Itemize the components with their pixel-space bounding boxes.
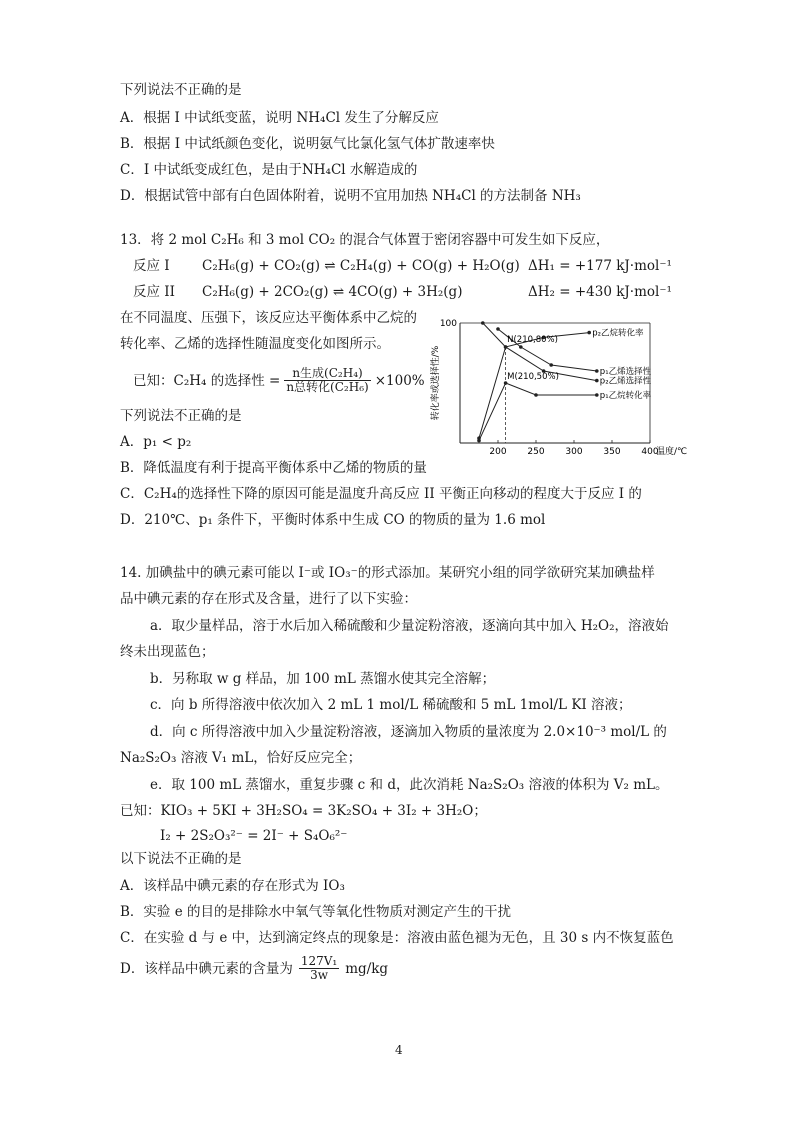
q14-step-d-2: Na₂S₂O₃ 溶液 V₁ mL，恰好反应完全； [120, 750, 362, 766]
q13-reaction-2-label: 反应 II [133, 284, 175, 300]
q12-option-b: B．根据 I 中试纸颜色变化，说明氨气比氯化氢气体扩散速率快 [120, 136, 495, 152]
q13-reaction-2-equation: C₂H₆(g) + 2CO₂(g) ⇌ 4CO(g) + 3H₂(g) [202, 284, 463, 300]
series-2-point-3 [595, 379, 599, 383]
q12-option-d: D．根据试管中部有白色固体附着，说明不宜用加热 NH₄Cl 的方法制备 NH₃ [120, 188, 581, 204]
series-label-3: p₁乙烷转化率 [599, 391, 652, 401]
q14-option-b: B．实验 e 的目的是排除水中氧气等氧化性物质对测定产生的干扰 [120, 904, 511, 920]
x-tick-label-0: 200 [489, 447, 507, 457]
y-axis-label: 转化率或选择性/% [431, 345, 441, 421]
q14-step-c: c．向 b 所得溶液中依次加入 2 mL 1 mol/L 稀硫酸和 5 mL 1mol/L KI 溶液； [150, 697, 632, 713]
series-0-point-3 [587, 331, 591, 335]
q12-option-c: C．I 中试纸变成红色，是由于NH₄Cl 水解造成的 [120, 162, 418, 178]
series-line-3 [479, 383, 597, 441]
x-axis-label: 温度/℃ [656, 447, 688, 457]
q13-reaction-1-enthalpy: ΔH₁ = +177 kJ·mol⁻¹ [528, 258, 672, 274]
q14-option-c: C．在实验 d 与 e 中，达到滴定终点的现象是：溶液由蓝色褪为无色，且 30 s 内不恢复蓝色 [120, 930, 674, 946]
x-tick-label-2: 300 [565, 447, 583, 457]
q14-intro-1: 14. 加碘盐中的碘元素可能以 I⁻或 IO₃⁻的形式添加。某研究小组的同学欲研究某加碘盐样 [120, 565, 655, 581]
q14-step-b: b．另称取 w g 样品，加 100 mL 蒸馏水使其完全溶解； [150, 671, 496, 687]
x-tick-label-3: 350 [603, 447, 621, 457]
q14-option-d-fraction [299, 955, 339, 982]
q14-option-a: A．该样品中碘元素的存在形式为 IO₃ [120, 878, 345, 894]
conversion-selectivity-chart [420, 318, 690, 457]
q14-option-d-denominator: 3w [310, 968, 328, 982]
series-label-2: p₂乙烯选择性 [599, 376, 652, 387]
q14-known-equation-1: 已知：KIO₃ + 5KI + 3H₂SO₄ = 3K₂SO₄ + 3I₂ + 3H₂O； [120, 803, 487, 819]
q14-step-a-2: 终未出现蓝色； [120, 644, 215, 660]
series-1-point-2 [549, 363, 553, 367]
q14-stem: 以下说法不正确的是 [120, 851, 242, 867]
q13-option-b: B．降低温度有利于提高平衡体系中乙烯的物质的量 [120, 460, 427, 476]
q14-step-d-1: d．向 c 所得溶液中加入少量淀粉溶液，逐滴加入物质的量浓度为 2.0×10⁻³ mol/L 的 [150, 724, 667, 740]
series-line-0 [479, 333, 589, 439]
q14-option-d-suffix: mg/kg [345, 960, 389, 977]
annotation-n: N(210,80%) [507, 335, 558, 345]
series-1-point-0 [496, 327, 500, 331]
q13-option-d: D．210℃、p₁ 条件下，平衡时体系中生成 CO 的物质的量为 1.6 mol [120, 512, 546, 528]
formula-fraction [284, 367, 370, 394]
q13-intro: 13．将 2 mol C₂H₆ 和 3 mol CO₂ 的混合气体置于密闭容器中可发生如下反应， [120, 232, 610, 248]
series-label-1: p₁乙烯选择性 [599, 367, 652, 377]
series-3-point-3 [595, 393, 599, 397]
q13-description-2: 转化率、乙烯的选择性随温度变化如图所示。 [120, 336, 390, 352]
q13-reaction-1-equation: C₂H₆(g) + CO₂(g) ⇌ C₂H₄(g) + CO(g) + H₂O(g) [202, 258, 520, 274]
q13-reaction-2-enthalpy: ΔH₂ = +430 kJ·mol⁻¹ [528, 284, 672, 300]
q14-step-e: e．取 100 mL 蒸馏水，重复步骤 c 和 d，此次消耗 Na₂S₂O₃ 溶液的体积为 V₂ mL。 [150, 777, 669, 793]
q14-option-d-numerator: 127V₁ [300, 954, 338, 968]
page-number: 4 [395, 1043, 403, 1057]
q14-option-d [120, 955, 388, 982]
formula-prefix: 已知：C₂H₄ 的选择性 = [133, 372, 281, 389]
q13-stem: 下列说法不正确的是 [120, 408, 242, 424]
q13-description-1: 在不同温度、压强下，该反应达平衡体系中乙烷的 [120, 310, 417, 326]
series-2-point-0 [481, 321, 485, 325]
formula-denominator: n总转化(C₂H₆) [286, 380, 369, 394]
series-3-point-2 [534, 393, 538, 397]
q14-known-equation-2: I₂ + 2S₂O₃²⁻ = 2I⁻ + S₄O₆²⁻ [160, 828, 348, 844]
q13-selectivity-formula [133, 367, 425, 394]
formula-numerator: n生成(C₂H₄) [284, 367, 370, 381]
q13-option-a: A．p₁ < p₂ [120, 434, 192, 450]
q13-option-c: C．C₂H₄的选择性下降的原因可能是温度升高反应 II 平衡正向移动的程度大于反应 I 的 [120, 486, 642, 502]
x-tick-label-4: 400 [641, 447, 659, 457]
q14-step-a-1: a．取少量样品，溶于水后加入稀硫酸和少量淀粉溶液，逐滴向其中加入 H₂O₂，溶液始 [150, 618, 669, 634]
formula-suffix: ×100% [374, 372, 425, 389]
series-1-point-3 [595, 369, 599, 373]
q14-intro-2: 品中碘元素的存在形式及含量，进行了以下实验： [120, 591, 417, 607]
q13-reaction-1-label: 反应 I [133, 258, 170, 274]
series-3-point-0 [477, 439, 481, 443]
series-2-point-1 [504, 345, 508, 349]
q12-option-a: A．根据 I 中试纸变蓝，说明 NH₄Cl 发生了分解反应 [120, 110, 439, 126]
series-label-0: p₂乙烷转化率 [592, 328, 644, 339]
annotation-m: M(210,50%) [507, 372, 559, 382]
q12-stem: 下列说法不正确的是 [120, 82, 242, 98]
x-tick-label-1: 250 [527, 447, 545, 457]
q14-option-d-prefix: D．该样品中碘元素的含量为 [120, 960, 293, 977]
y-tick-label-0: 100 [439, 319, 457, 329]
series-1-point-1 [519, 345, 523, 349]
